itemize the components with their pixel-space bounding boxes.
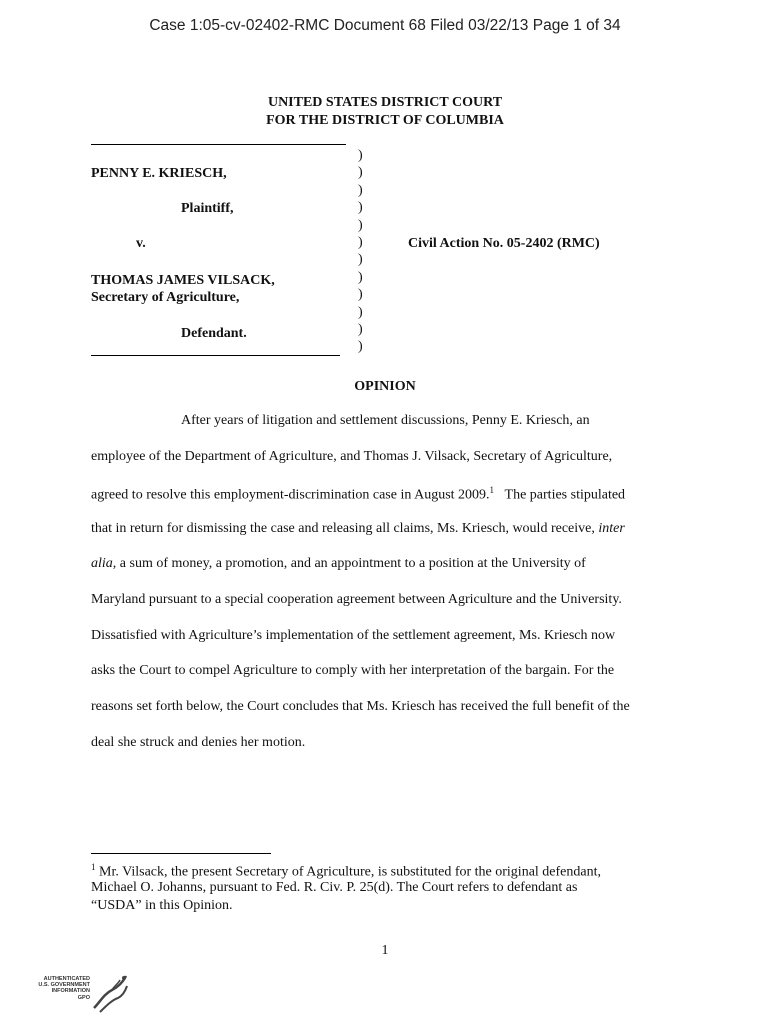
footnote-rule	[91, 853, 271, 854]
opinion-line: that in return for dismissing the case and releasing all claims, Ms. Kriesch, would receive, inter	[91, 521, 625, 536]
opinion-line: asks the Court to compel Agriculture to comply with her interpretation of the bargain. For the	[91, 663, 615, 678]
civil-action-number: Civil Action No. 05-2402 (RMC)	[408, 236, 600, 251]
opinion-line: After years of litigation and settlement discussions, Penny E. Kriesch, an	[181, 413, 590, 428]
caption-top-rule	[91, 144, 346, 145]
page-number: 1	[381, 943, 389, 958]
court-line-1: UNITED STATES DISTRICT COURT	[267, 95, 503, 110]
opinion-line: deal she struck and denies her motion.	[91, 735, 306, 750]
footnote-line: “USDA” in this Opinion.	[91, 898, 233, 913]
court-line-2: FOR THE DISTRICT OF COLUMBIA	[266, 113, 504, 128]
case-header: Case 1:05-cv-02402-RMC Document 68 Filed 03/22/13 Page 1 of 34	[149, 17, 621, 34]
footnote-reference[interactable]: 1	[489, 485, 495, 495]
footnote-marker: 1	[91, 862, 96, 872]
opinion-line: alia, a sum of money, a promotion, and an appointment to a position at the University of	[91, 556, 586, 571]
defendant-title: Secretary of Agriculture,	[91, 290, 240, 305]
opinion-line: Dissatisfied with Agriculture’s implementation of the settlement agreement, Ms. Kriesch now	[91, 628, 616, 643]
court-name	[0, 94, 770, 130]
plaintiff-role: Plaintiff,	[181, 201, 234, 216]
gpo-authentication-seal: AUTHENTICATED U.S. GOVERNMENT INFORMATION GPO	[38, 972, 130, 1016]
opinion-line: Maryland pursuant to a special cooperation agreement between Agriculture and the University.	[91, 592, 622, 607]
opinion-line: employee of the Department of Agriculture, and Thomas J. Vilsack, Secretary of Agriculture,	[91, 449, 613, 464]
opinion-line: reasons set forth below, the Court concludes that Ms. Kriesch has received the full benefit of the	[91, 699, 630, 714]
versus: v.	[136, 236, 146, 251]
opinion-title: OPINION	[354, 379, 416, 394]
plaintiff-name: PENNY E. KRIESCH,	[91, 166, 227, 181]
eagle-icon	[90, 972, 130, 1016]
caption-parens: ) ) ) ) ) ) ) ) ) ) ) )	[358, 148, 363, 355]
defendant-role: Defendant.	[181, 326, 247, 341]
footnote-line: Michael O. Johanns, pursuant to Fed. R. Civ. P. 25(d). The Court refers to defendant as	[91, 880, 578, 895]
defendant-name: THOMAS JAMES VILSACK,	[91, 273, 275, 288]
caption-bottom-rule	[91, 355, 340, 356]
footnote-line: $^1$ Mr. Vilsack, the present Secretary of Agriculture, is substituted for the original defendant,	[91, 862, 601, 880]
opinion-line: agreed to resolve this employment-discrimination case in August 2009.$^1$ The parties stipulated	[91, 485, 626, 503]
